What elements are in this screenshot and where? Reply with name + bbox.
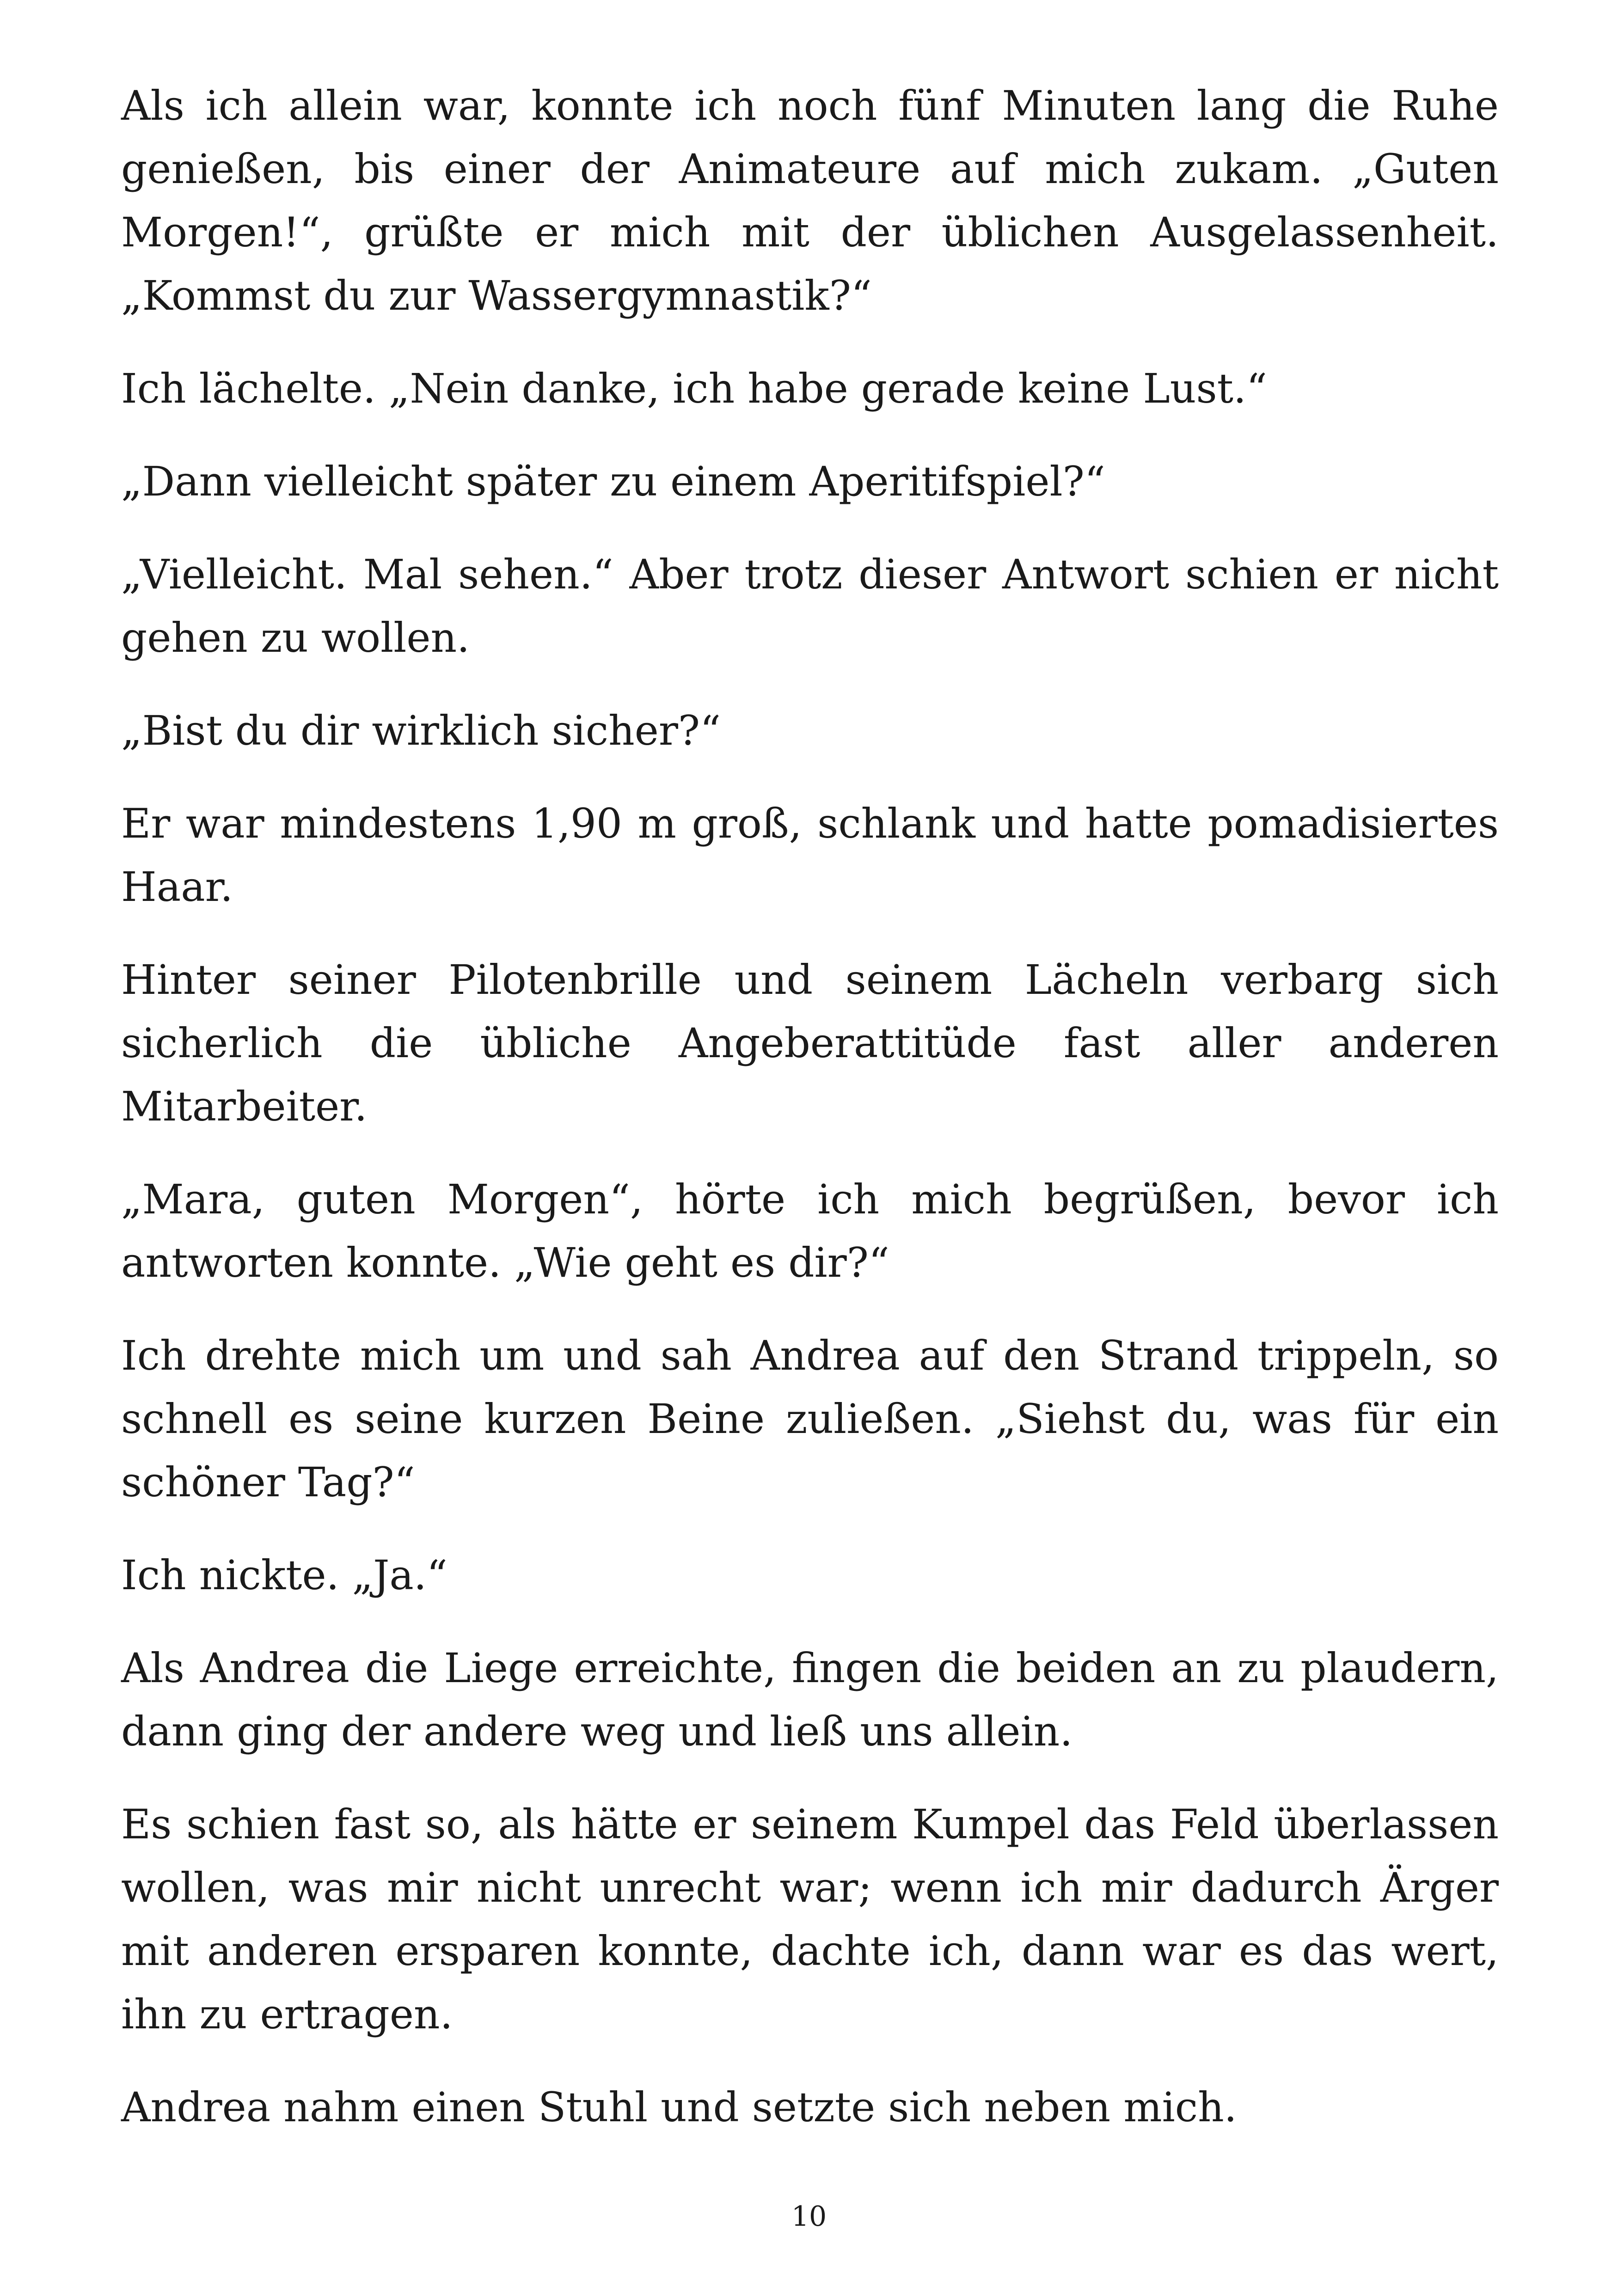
paragraph: Ich drehte mich um und sah Andrea auf den Strand trippeln, so schnell es seine kurzen Beine zuließen. „Siehst du, was für ein schöner Tag?“ [121,1332,1499,1506]
paragraph: Als Andrea die Liege erreichte, fingen die beiden an zu plaudern, dann ging der andere weg und ließ uns allein. [121,1644,1499,1755]
paragraph: „Bist du dir wirklich sicher?“ [121,707,721,754]
paragraph: Ich lächelte. „Nein danke, ich habe gerade keine Lust.“ [121,365,1267,412]
paragraph: „Dann vielleicht später zu einem Aperitifspiel?“ [121,458,1105,505]
paragraph: Als ich allein war, konnte ich noch fünf Minuten lang die Ruhe genießen, bis einer der Animateure auf mich zukam. „Guten Morgen!“, grüßte er mich mit der üblichen Ausgelassenheit. „Kommst du zur Wassergymnastik?“ [121,82,1499,319]
paragraph: Ich nickte. „Ja.“ [121,1551,447,1599]
page-body [121,74,1499,2168]
page-number: 10 [791,2200,827,2233]
paragraph: „Vielleicht. Mal sehen.“ Aber trotz dieser Antwort schien er nicht gehen zu wollen. [121,551,1499,661]
paragraph: Andrea nahm einen Stuhl und setzte sich neben mich. [121,2083,1237,2131]
paragraph: Es schien fast so, als hätte er seinem Kumpel das Feld überlassen wollen, was mir nicht unrecht war; wenn ich mir dadurch Ärger mit anderen ersparen konnte, dachte ich, dann war es das wert, ihn zu ertragen. [121,1800,1499,2038]
paragraph: „Mara, guten Morgen“, hörte ich mich begrüßen, bevor ich antworten konnte. „Wie geht es dir?“ [121,1176,1499,1286]
paragraph: Er war mindestens 1,90 m groß, schlank und hatte pomadisiertes Haar. [121,800,1499,911]
paragraph: Hinter seiner Pilotenbrille und seinem Lächeln verbarg sich sicherlich die übliche Angeberattitüde fast aller anderen Mitarbeiter. [121,956,1499,1130]
